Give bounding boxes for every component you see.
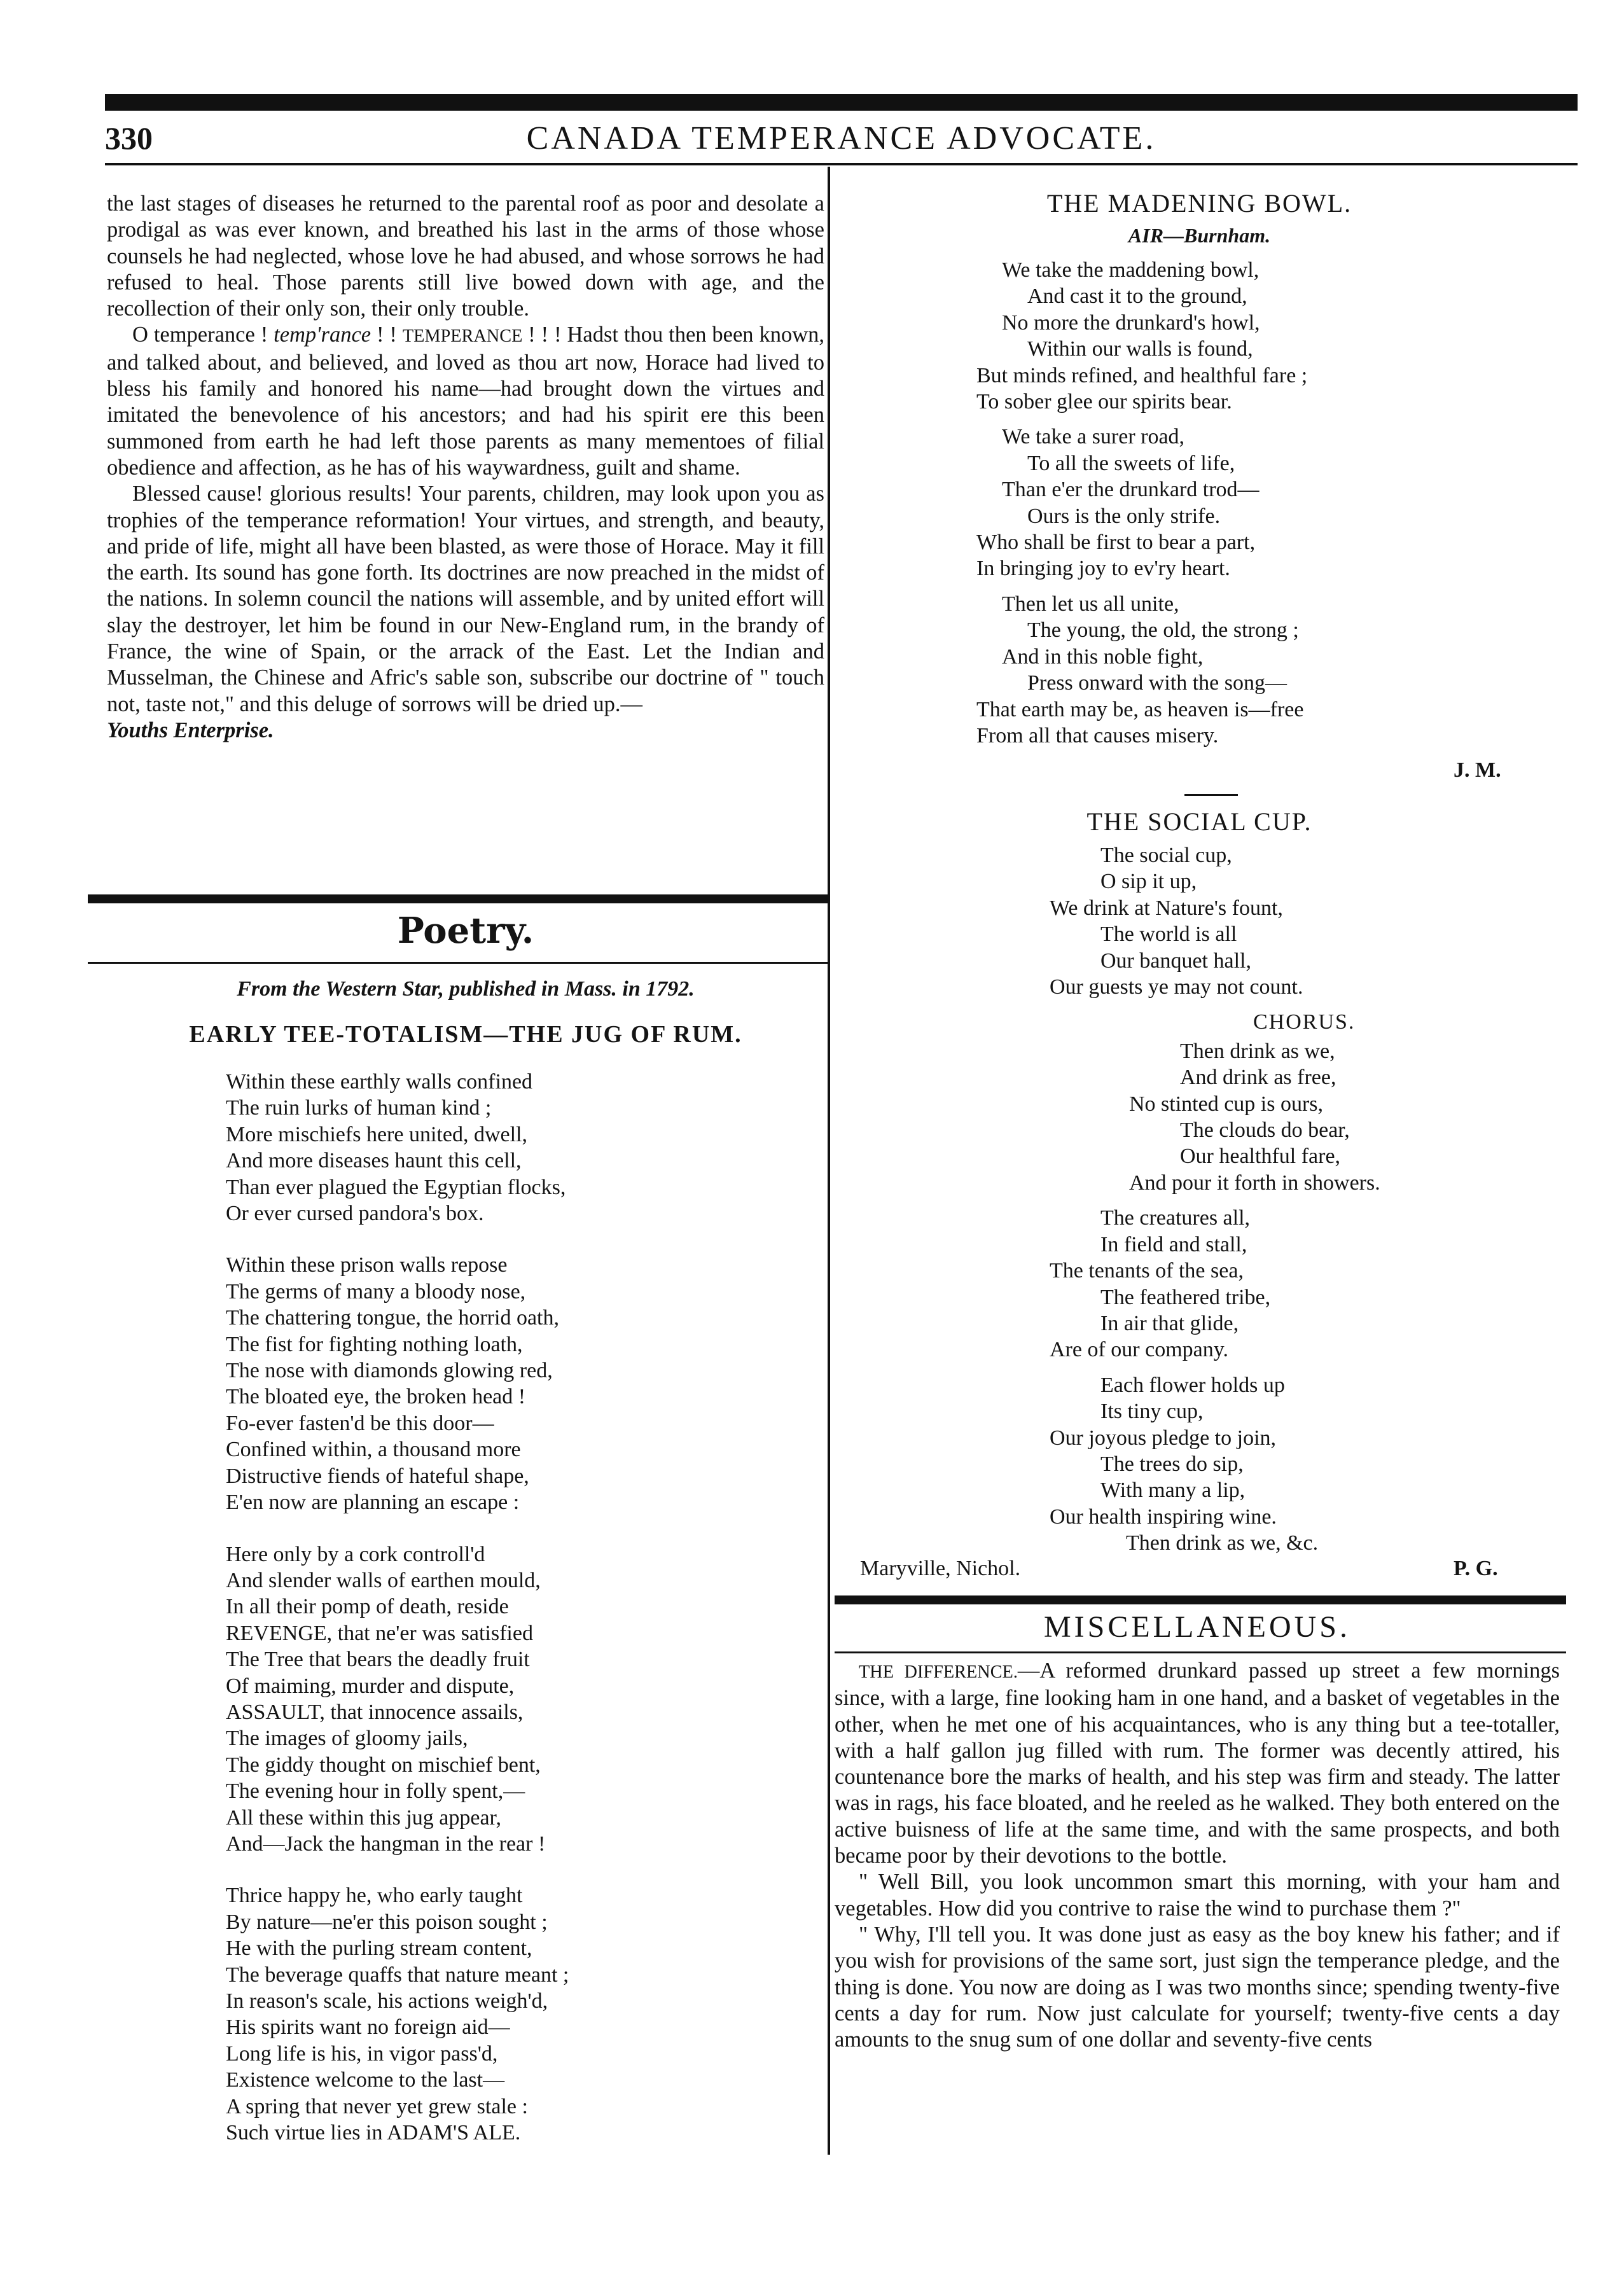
article-credit: Youths Enterprise.	[107, 718, 274, 742]
page-number: 330	[105, 120, 153, 156]
prose-paragraph: " Why, I'll tell you. It was done just as easy as the boy knew his father; and if you wish for provisions of the same sort, just sign the temperance pledge, and the thing is done. You now are doing as I was two months since; spending twenty-five cents a day for rum. Now just calculate for yourself; twenty-five cents a day amounts to the snug sum of one dollar and seventy-five cents	[835, 1922, 1560, 2052]
poem-stanza: Within these prison walls repose The germs of many a bloody nose, The chattering tongue, the horrid oath, The fist for fighting nothing loath, The nose with diamonds glowing red, The bloated eye, the broken head ! Fo-ever fasten'd be this door— Confined within, a thousand more Distructive fiends of hateful shape, E'en now are planning an escape :	[226, 1253, 559, 1515]
top-border-rule	[105, 94, 1578, 111]
section-rule	[88, 894, 829, 903]
prose-paragraph: Blessed cause! glorious results! Your parents, children, may look upon you as trophies of the temperance reformation! Your virtues, and strength, and beauty, and pride of life, might all have been blasted, as were those of Horace. May it fill the earth. Its sound has gone forth. Its doctrines are now preached in the midst of the nations. In solemn council the nations will assemble, and by united effort will slay the destroyer, let him be found in our New-England rum, in the brandy of France, the wine of Spain, or the arrack of the East. Let the Indian and Musselman, the Chinese and Afric's sable son, subscribe our doctrine of " touch not, taste not," and this deluge of sorrows will be dried up.—	[107, 482, 824, 716]
poem-air-tune: AIR—Burnham.	[1128, 224, 1271, 247]
left-prose-article	[107, 191, 824, 744]
poem-source: From the Western Star, published in Mass. in 1792.	[237, 977, 695, 1001]
poem-stanza: The social cup, O sip it up, We drink at Nature's fount, The world is all Our banquet hall, Our guests ye may not count.	[1050, 844, 1303, 999]
poem-signature: P. G.	[1454, 1557, 1498, 1580]
poem-stanza: Then let us all unite, The young, the old, the strong ; And in this noble fight, Press onward with the song— That earth may be, as heaven is—free From all that causes misery.	[976, 592, 1304, 747]
header-rule	[105, 163, 1578, 165]
miscellaneous-article	[835, 1658, 1560, 2053]
poem-stanza: The creatures all, In field and stall, The tenants of the sea, The feathered tribe, In air that glide, Are of our company.	[1050, 1206, 1271, 1362]
section-rule	[835, 1595, 1566, 1604]
poem-place: Maryville, Nichol.	[860, 1557, 1021, 1580]
chorus-label: CHORUS.	[1253, 1010, 1356, 1034]
prose-paragraph: " Well Bill, you look uncommon smart this morning, with your ham and vegetables. How did you contrive to raise the wind to purchase them ?"	[835, 1870, 1560, 1921]
poem-madening-bowl	[976, 257, 1549, 758]
publication-title: CANADA TEMPERANCE ADVOCATE.	[526, 120, 1156, 156]
poem-jug-of-rum	[226, 1069, 824, 2171]
poem-stanza: Within these earthly walls confined The ruin lurks of human kind ; More mischiefs here united, dwell, And more diseases haunt this cell, Than ever plagued the Egyptian flocks, Or ever cursed pandora's box.	[226, 1070, 566, 1226]
column-divider	[828, 167, 830, 2155]
section-rule	[88, 962, 829, 964]
prose-paragraph: O temperance ! temp'rance ! ! TEMPERANCE ! ! ! Hadst thou then been known, and talked about, and believed, and loved as thou art now, Horace had lived to bless his family and honored his name—had brought down the virtues and imitated the benevolence of his ancestors; and had his spirit ere this been summoned from earth he had left those parents as many mementoes of filial obedience and affection, as he has of his waywardness, guilt and shame.	[107, 323, 824, 480]
poetry-section-heading: Poetry.	[397, 910, 534, 952]
prose-paragraph: the last stages of diseases he returned to the parental roof as poor and desolate a prodigal as was ever known, and breathed his last in the arms of those whose counsels he had neglected, whose love he had abused, and whose sorrows he had refused to heal. Those parents still live bowed down with age, and the recollection of their only son, their only trouble.	[107, 191, 824, 321]
miscellaneous-heading: MISCELLANEOUS.	[1043, 1610, 1350, 1644]
poem-chorus: Then drink as we, And drink as free, No stinted cup is ours, The clouds do bear, Our healthful fare, And pour it forth in showers.	[1129, 1039, 1380, 1195]
poem-stanza: Thrice happy he, who early taught By nature—ne'er this poison sought ; He with the purling stream content, The beverage quaffs that nature meant ; In reason's scale, his actions weigh'd, His spirits want no foreign aid— Long life is his, in vigor pass'd, Existence welcome to the last— A spring that never yet grew stale : Such virtue lies in ADAM'S ALE.	[226, 1884, 569, 2145]
poem-title: EARLY TEE-TOTALISM—THE JUG OF RUM.	[189, 1021, 742, 1048]
poem-title: THE MADENING BOWL.	[1046, 189, 1352, 218]
poem-signature: J. M.	[1454, 758, 1501, 782]
poem-stanza: We take a surer road, To all the sweets of life, Than e'er the drunkard trod— Ours is the only strife. Who shall be first to bear a part, In bringing joy to ev'ry heart.	[976, 425, 1260, 581]
prose-paragraph: THE DIFFERENCE.—A reformed drunkard passed up street a few mornings since, with a large, fine looking ham in one hand, and a basket of vegetables in the other, when he met one of his acquaintances, who is any thing but a tee-totaller, with a half gallon jug filled with rum. The former was decently attired, his countenance bore the marks of health, and his step was firm and steady. The latter was in rags, his face bloated, and he reeled as he walked. They both entered on the active buisness of life at the same time, and with the same prospects, and both became poor by their devotions to the bottle.	[835, 1658, 1560, 1868]
poem-stanza: Each flower holds up Its tiny cup, Our joyous pledge to join, The trees do sip, With many a lip, Our health inspiring wine. Then drink as we, &c.	[1050, 1373, 1319, 1555]
poem-title: THE SOCIAL CUP.	[1086, 807, 1312, 836]
short-divider	[1184, 794, 1238, 796]
poem-stanza: Here only by a cork controll'd And slender walls of earthen mould, In all their pomp of death, reside REVENGE, that ne'er was satisfied The Tree that bears the deadly fruit Of maiming, murder and dispute, ASSAULT, that innocence assails, The images of gloomy jails, The giddy thought on mischief bent, The evening hour in folly spent,— All these within this jug appear, And—Jack the hangman in the rear !	[226, 1542, 546, 1856]
poem-social-cup	[1050, 842, 1558, 1566]
poem-stanza: We take the maddening bowl, And cast it to the ground, No more the drunkard's howl, Within our walls is found, But minds refined, and healthful fare ; To sober glee our spirits bear.	[976, 258, 1308, 414]
running-head	[105, 120, 1578, 159]
section-rule	[835, 1651, 1566, 1653]
